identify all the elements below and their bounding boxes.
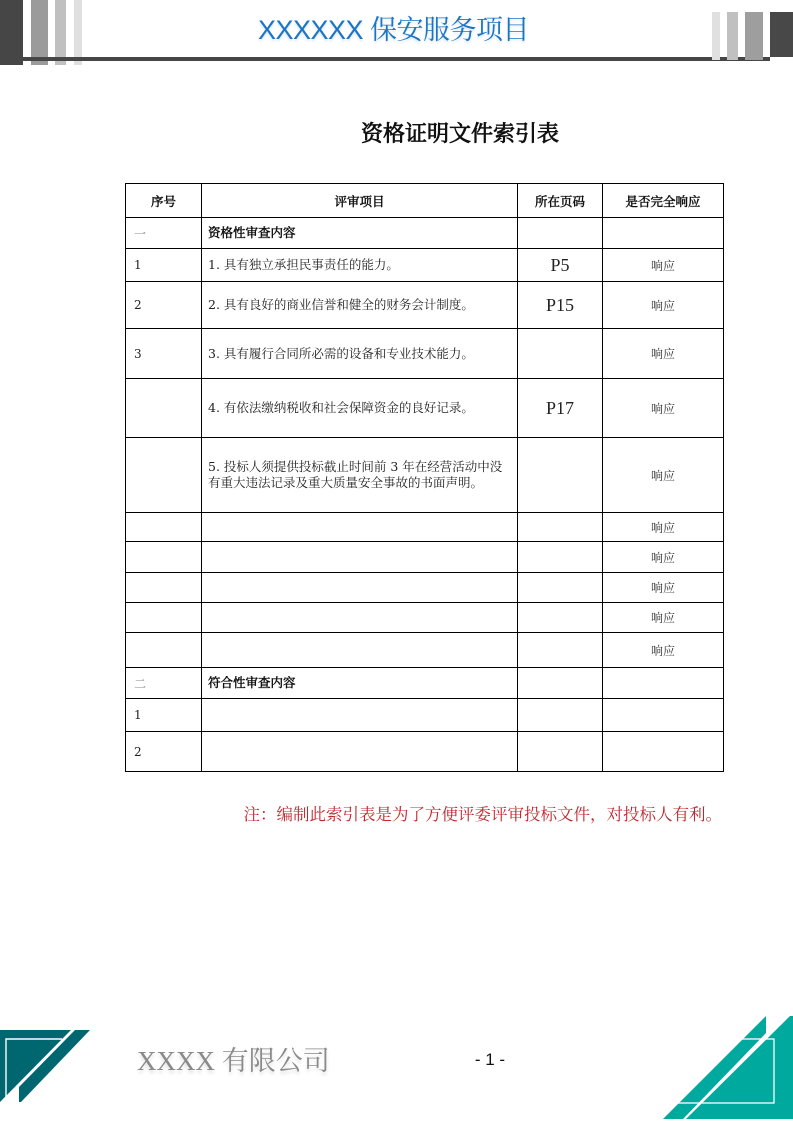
- column-header-response: 是否完全响应: [603, 184, 724, 218]
- cell-item: 2. 具有良好的商业信誉和健全的财务会计制度。: [202, 282, 518, 329]
- footer-left-teal-logo-icon: [0, 1025, 100, 1110]
- cell-page: P17: [518, 379, 603, 438]
- cell-seq: [126, 438, 202, 513]
- table-row: [126, 379, 724, 438]
- column-header-item: 评审项目: [202, 184, 518, 218]
- cell-page: [518, 668, 603, 699]
- cell-seq: [126, 633, 202, 668]
- header-rule-line: [23, 57, 770, 61]
- cell-seq: 1: [126, 249, 202, 282]
- stripe-lightest-gray: [712, 12, 720, 60]
- cell-page: [518, 513, 603, 542]
- table-row: [126, 699, 724, 732]
- header-title: XXXXXX 保安服务项目: [258, 15, 530, 45]
- cell-item: 资格性审查内容: [202, 218, 518, 249]
- cell-seq: 二: [126, 668, 202, 699]
- cell-response: 响应: [603, 438, 724, 513]
- page-title: 资格证明文件索引表: [360, 122, 559, 147]
- qualification-index-table: [125, 183, 724, 772]
- table-row: [126, 282, 724, 329]
- stripe-light-gray: [55, 0, 66, 65]
- cell-seq: 3: [126, 329, 202, 379]
- cell-item: [202, 603, 518, 633]
- cell-page: [518, 218, 603, 249]
- stripe-lightest-gray: [74, 0, 82, 65]
- table-row: [126, 732, 724, 772]
- table-row: [126, 603, 724, 633]
- company-name: XXXX 有限公司: [137, 1046, 330, 1076]
- cell-page: [518, 633, 603, 668]
- cell-response: 响应: [603, 282, 724, 329]
- cell-page: [518, 732, 603, 772]
- table-row: [126, 542, 724, 573]
- cell-seq: 2: [126, 282, 202, 329]
- cell-response: 响应: [603, 633, 724, 668]
- cell-item: 5. 投标人须提供投标截止时间前 3 年在经营活动中没有重大违法记录及重大质量安全事故的书面声明。: [202, 438, 518, 513]
- table-section-row: [126, 218, 724, 249]
- table-row: [126, 513, 724, 542]
- cell-response: 响应: [603, 329, 724, 379]
- stripe-dark: [0, 0, 23, 65]
- cell-item: [202, 732, 518, 772]
- cell-item: 3. 具有履行合同所必需的设备和专业技术能力。: [202, 329, 518, 379]
- cell-page: [518, 438, 603, 513]
- table-header-row: [126, 184, 724, 218]
- stripe-gray: [31, 0, 48, 65]
- cell-response: [603, 218, 724, 249]
- cell-seq: [126, 603, 202, 633]
- cell-item: [202, 573, 518, 603]
- cell-response: [603, 668, 724, 699]
- cell-seq: [126, 379, 202, 438]
- stripe-light-gray: [727, 12, 738, 60]
- cell-item: [202, 542, 518, 573]
- table-row: [126, 438, 724, 513]
- cell-response: 响应: [603, 542, 724, 573]
- column-header-page: 所在页码: [518, 184, 603, 218]
- stripe-dark: [770, 12, 793, 57]
- index-note: 注：编制此索引表是为了方便评委评审投标文件，对投标人有利。: [243, 805, 722, 824]
- cell-response: 响应: [603, 379, 724, 438]
- cell-page: [518, 542, 603, 573]
- table-row: [126, 633, 724, 668]
- cell-item: 符合性审查内容: [202, 668, 518, 699]
- cell-response: [603, 732, 724, 772]
- cell-response: 响应: [603, 249, 724, 282]
- cell-seq: 1: [126, 699, 202, 732]
- cell-seq: 2: [126, 732, 202, 772]
- cell-response: [603, 699, 724, 732]
- cell-page: [518, 603, 603, 633]
- cell-seq: 一: [126, 218, 202, 249]
- cell-item: [202, 633, 518, 668]
- cell-response: 响应: [603, 573, 724, 603]
- page-number: - 1 -: [474, 1050, 506, 1069]
- cell-response: 响应: [603, 513, 724, 542]
- cell-item: 1. 具有独立承担民事责任的能力。: [202, 249, 518, 282]
- cell-seq: [126, 542, 202, 573]
- cell-item: [202, 513, 518, 542]
- cell-item: 4. 有依法缴纳税收和社会保障资金的良好记录。: [202, 379, 518, 438]
- stripe-gray: [745, 12, 763, 60]
- cell-item: [202, 699, 518, 732]
- table-row: [126, 573, 724, 603]
- cell-page: [518, 329, 603, 379]
- cell-seq: [126, 573, 202, 603]
- cell-response: 响应: [603, 603, 724, 633]
- cell-seq: [126, 513, 202, 542]
- cell-page: P15: [518, 282, 603, 329]
- cell-page: [518, 699, 603, 732]
- table-row: [126, 249, 724, 282]
- cell-page: P5: [518, 249, 603, 282]
- cell-page: [518, 573, 603, 603]
- table-row: [126, 329, 724, 379]
- column-header-seq: 序号: [126, 184, 202, 218]
- footer-right-teal-logo-icon: [650, 1000, 793, 1122]
- table-section-row: [126, 668, 724, 699]
